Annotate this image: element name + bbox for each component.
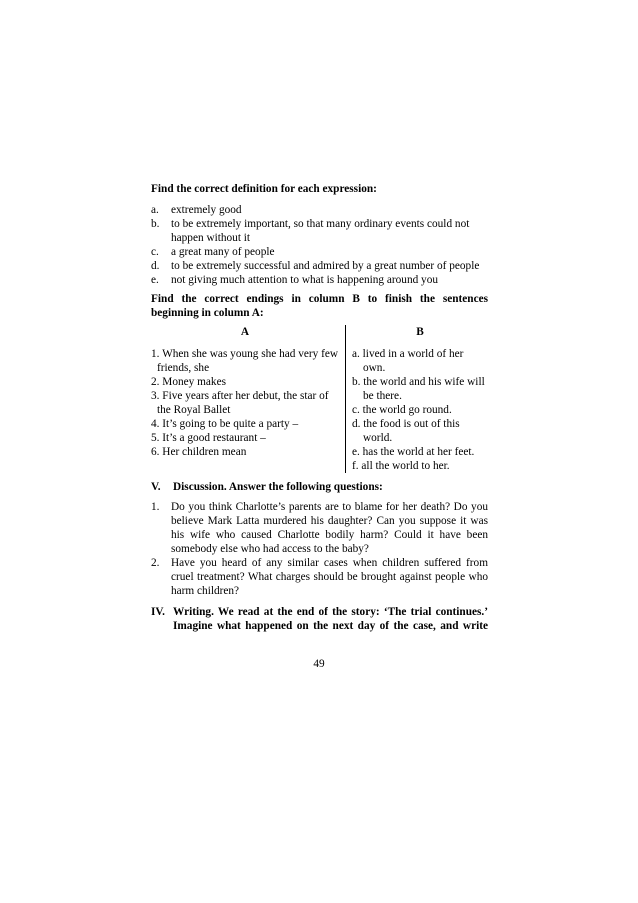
column-b-item: b. the world and his wife will be there. xyxy=(352,376,485,402)
page-content xyxy=(151,182,488,633)
column-b-item: a. lived in a world of her own. xyxy=(352,348,464,374)
column-a-header: A xyxy=(240,326,250,338)
definition-item xyxy=(151,217,488,245)
column-a-item: 6. Her children mean xyxy=(151,446,247,458)
column-b-list xyxy=(352,347,488,473)
definition-letter: c. xyxy=(151,246,159,258)
definition-letter: d. xyxy=(151,260,160,272)
column-b-header: B xyxy=(416,326,424,338)
column-b-item: c. the world go round. xyxy=(352,404,452,416)
writing-number: IV. xyxy=(151,606,165,618)
definition-item xyxy=(151,259,488,273)
definition-text: extremely good xyxy=(171,204,242,216)
definition-letter: b. xyxy=(151,218,160,230)
column-b-item: e. has the world at her feet. xyxy=(352,446,475,458)
discussion-heading xyxy=(151,480,488,494)
column-a-list xyxy=(151,347,339,459)
definition-text: to be extremely important, so that many ordinary events could not happen without it xyxy=(171,218,470,244)
column-a-item: 4. It’s going to be quite a party – xyxy=(151,418,299,430)
writing-task xyxy=(151,605,488,633)
definition-letter: e. xyxy=(151,274,159,286)
discussion-title: Discussion. Answer the following questions: xyxy=(173,481,383,493)
column-b xyxy=(346,325,488,473)
definition-list xyxy=(151,203,488,287)
question-text: Do you think Charlotte’s parents are to blame for her death? Do you believe Mark Latta murdered his daughter? Can you suppose it was his wife who caused Charlotte bodily harm? Could it have been somebody else who had access to the baby? xyxy=(171,501,488,555)
definition-text: to be extremely successful and admired by a great number of people xyxy=(171,260,480,272)
writing-text: Writing. We read at the end of the story: ‘The trial continues.’ Imagine what happened on the next day of the case, and write xyxy=(173,606,488,632)
question-number: 2. xyxy=(151,557,160,569)
column-a-item: 5. It’s a good restaurant – xyxy=(151,432,266,444)
definition-letter: a. xyxy=(151,204,159,216)
discussion-questions xyxy=(151,500,488,598)
question-number: 1. xyxy=(151,501,160,513)
discussion-number: V. xyxy=(151,481,161,493)
definition-text: not giving much attention to what is happening around you xyxy=(171,274,439,286)
matching-heading: Find the correct endings in column B to finish the sentences beginning in column A: xyxy=(151,293,488,319)
question-item xyxy=(151,500,488,556)
question-text: Have you heard of any similar cases when children suffered from cruel treatment? What charges should be brought against people who harm children? xyxy=(171,557,488,597)
definition-heading: Find the correct definition for each expression: xyxy=(151,183,377,195)
column-a xyxy=(151,325,345,473)
definition-item xyxy=(151,245,488,259)
definition-item xyxy=(151,203,488,217)
column-b-item: d. the food is out of this world. xyxy=(352,418,460,444)
question-item xyxy=(151,556,488,598)
matching-columns xyxy=(151,325,488,473)
column-a-item: 2. Money makes xyxy=(151,376,226,388)
page-number: 49 xyxy=(313,658,325,670)
column-b-item: f. all the world to her. xyxy=(352,460,450,472)
column-a-item: 1. When she was young she had very few friends, she xyxy=(151,348,339,374)
definition-item xyxy=(151,273,488,287)
column-a-item: 3. Five years after her debut, the star of the Royal Ballet xyxy=(151,390,329,416)
definition-text: a great many of people xyxy=(171,246,275,258)
